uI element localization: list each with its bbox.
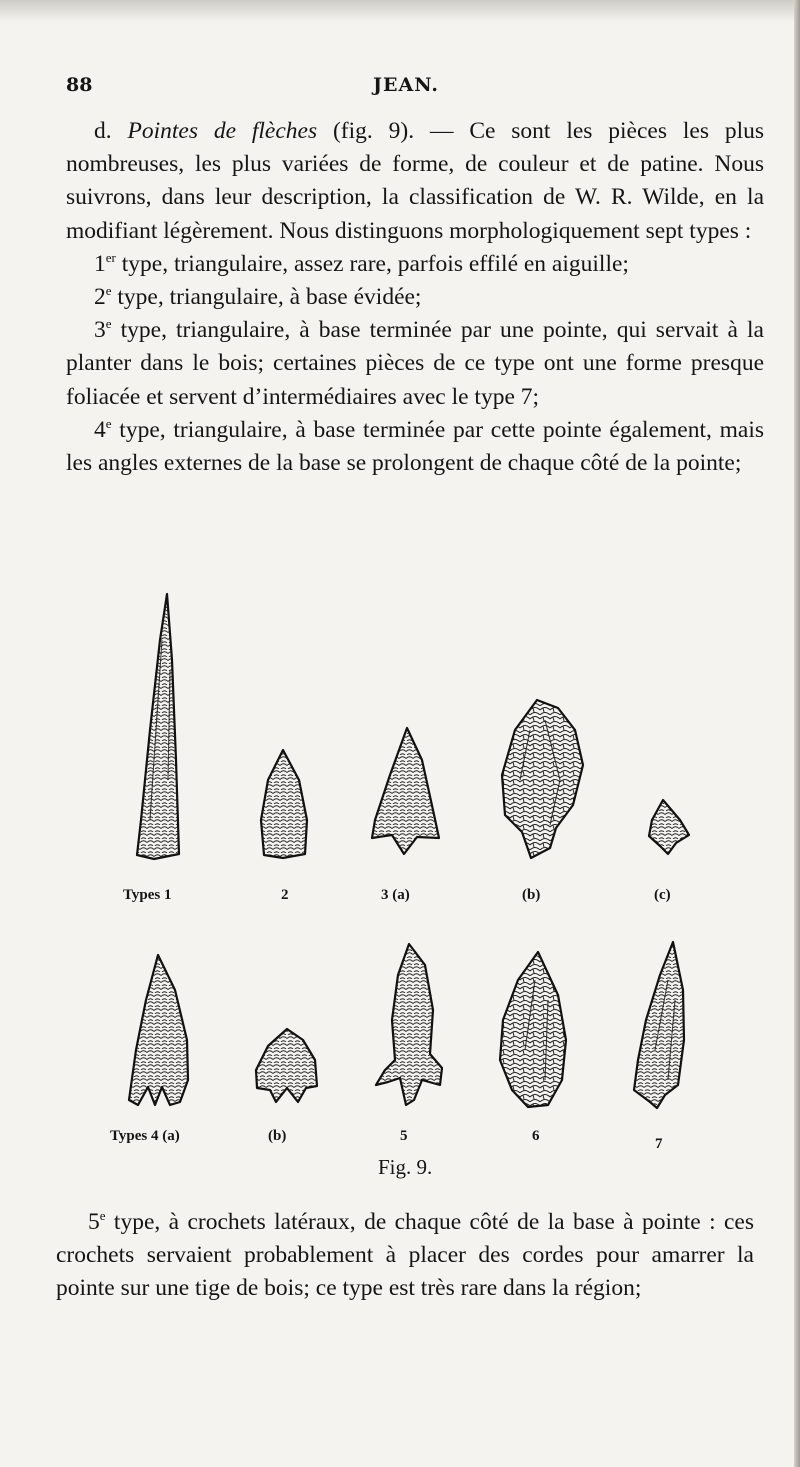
arrowhead-type-4a: [129, 955, 188, 1105]
caption-type-5: 5: [400, 1128, 408, 1144]
body-text-upper: [66, 115, 764, 480]
arrowhead-type-3a: [372, 728, 439, 854]
arrowhead-type-7: [634, 942, 684, 1108]
arrowhead-type-4b: [256, 1029, 317, 1102]
type-description: type, à crochets latéraux, de chaque côté de la base à pointe : ces crochets servaient probablement à placer des cordes pour amarrer la pointe sur une tige de bois; ce type est très rare dans la région;: [56, 1209, 754, 1302]
caption-type-3c: (c): [654, 887, 671, 903]
arrowhead-type-3c: [649, 800, 689, 854]
page-top-shadow: [0, 0, 800, 22]
ordinal-suffix: e: [105, 316, 112, 332]
type-description: type, triangulaire, assez rare, parfois effilé en aiguille;: [115, 250, 629, 277]
ordinal-suffix: e: [99, 1208, 106, 1223]
type-description: type, triangulaire, à base terminée par une pointe, qui servait à la planter dans le bois; certaines pièces de ce type ont une forme presque foliacée et servent d’intermédiaires avec le type 7;: [66, 317, 764, 410]
arrowhead-type-2: [261, 750, 307, 858]
page-number: 88: [66, 74, 93, 96]
type-2-paragraph: [66, 281, 764, 314]
type-description: type, triangulaire, à base terminée par cette pointe également, mais les angles externes de la base se prolongent de chaque côté de la pointe;: [66, 416, 764, 477]
caption-type-3b: (b): [522, 887, 541, 903]
running-head: JEAN.: [373, 74, 439, 96]
type-5-paragraph: [56, 1206, 754, 1306]
type-number: 3: [94, 317, 106, 344]
section-letter: d.: [94, 118, 128, 144]
caption-type-2: 2: [281, 887, 289, 903]
ordinal-suffix: er: [105, 249, 116, 265]
page-header: [66, 74, 746, 104]
type-number: 4: [94, 416, 106, 443]
caption-type-3a: 3 (a): [381, 887, 410, 903]
caption-types-1: Types 1: [123, 887, 172, 903]
figure-9: [0, 580, 800, 1200]
type-number: 2: [94, 284, 106, 311]
caption-type-4b: (b): [268, 1128, 287, 1144]
body-text-lower: [56, 1206, 754, 1306]
type-1-paragraph: [66, 248, 764, 281]
figure-title: Fig. 9.: [378, 1155, 433, 1179]
paragraph-text: (fig. 9). — Ce sont les pièces les plus nombreuses, les plus variées de forme, de couleur et de patine. Nous suivrons, dans leur description, la classification de W. R. Wilde, en la modifiant légèrement. Nous distinguons morphologiquement sept types :: [66, 118, 764, 244]
type-4-paragraph: [66, 414, 764, 480]
ordinal-suffix: e: [105, 415, 112, 431]
caption-type-7: 7: [655, 1136, 663, 1152]
arrowhead-type-5: [376, 944, 442, 1105]
caption-type-6: 6: [532, 1128, 540, 1144]
arrowhead-type-3b: [502, 700, 583, 858]
type-number: 5: [88, 1209, 100, 1235]
ordinal-suffix: e: [105, 283, 112, 299]
type-3-paragraph: [66, 314, 764, 414]
paragraph-arrowheads: [66, 115, 764, 248]
type-number: 1: [94, 250, 106, 277]
type-description: type, triangulaire, à base évidée;: [111, 284, 422, 311]
caption-types-4a: Types 4 (a): [110, 1128, 180, 1144]
section-title: Pointes de flèches: [127, 118, 318, 144]
arrowhead-type-1: [137, 594, 179, 859]
arrowhead-type-6: [500, 952, 566, 1107]
